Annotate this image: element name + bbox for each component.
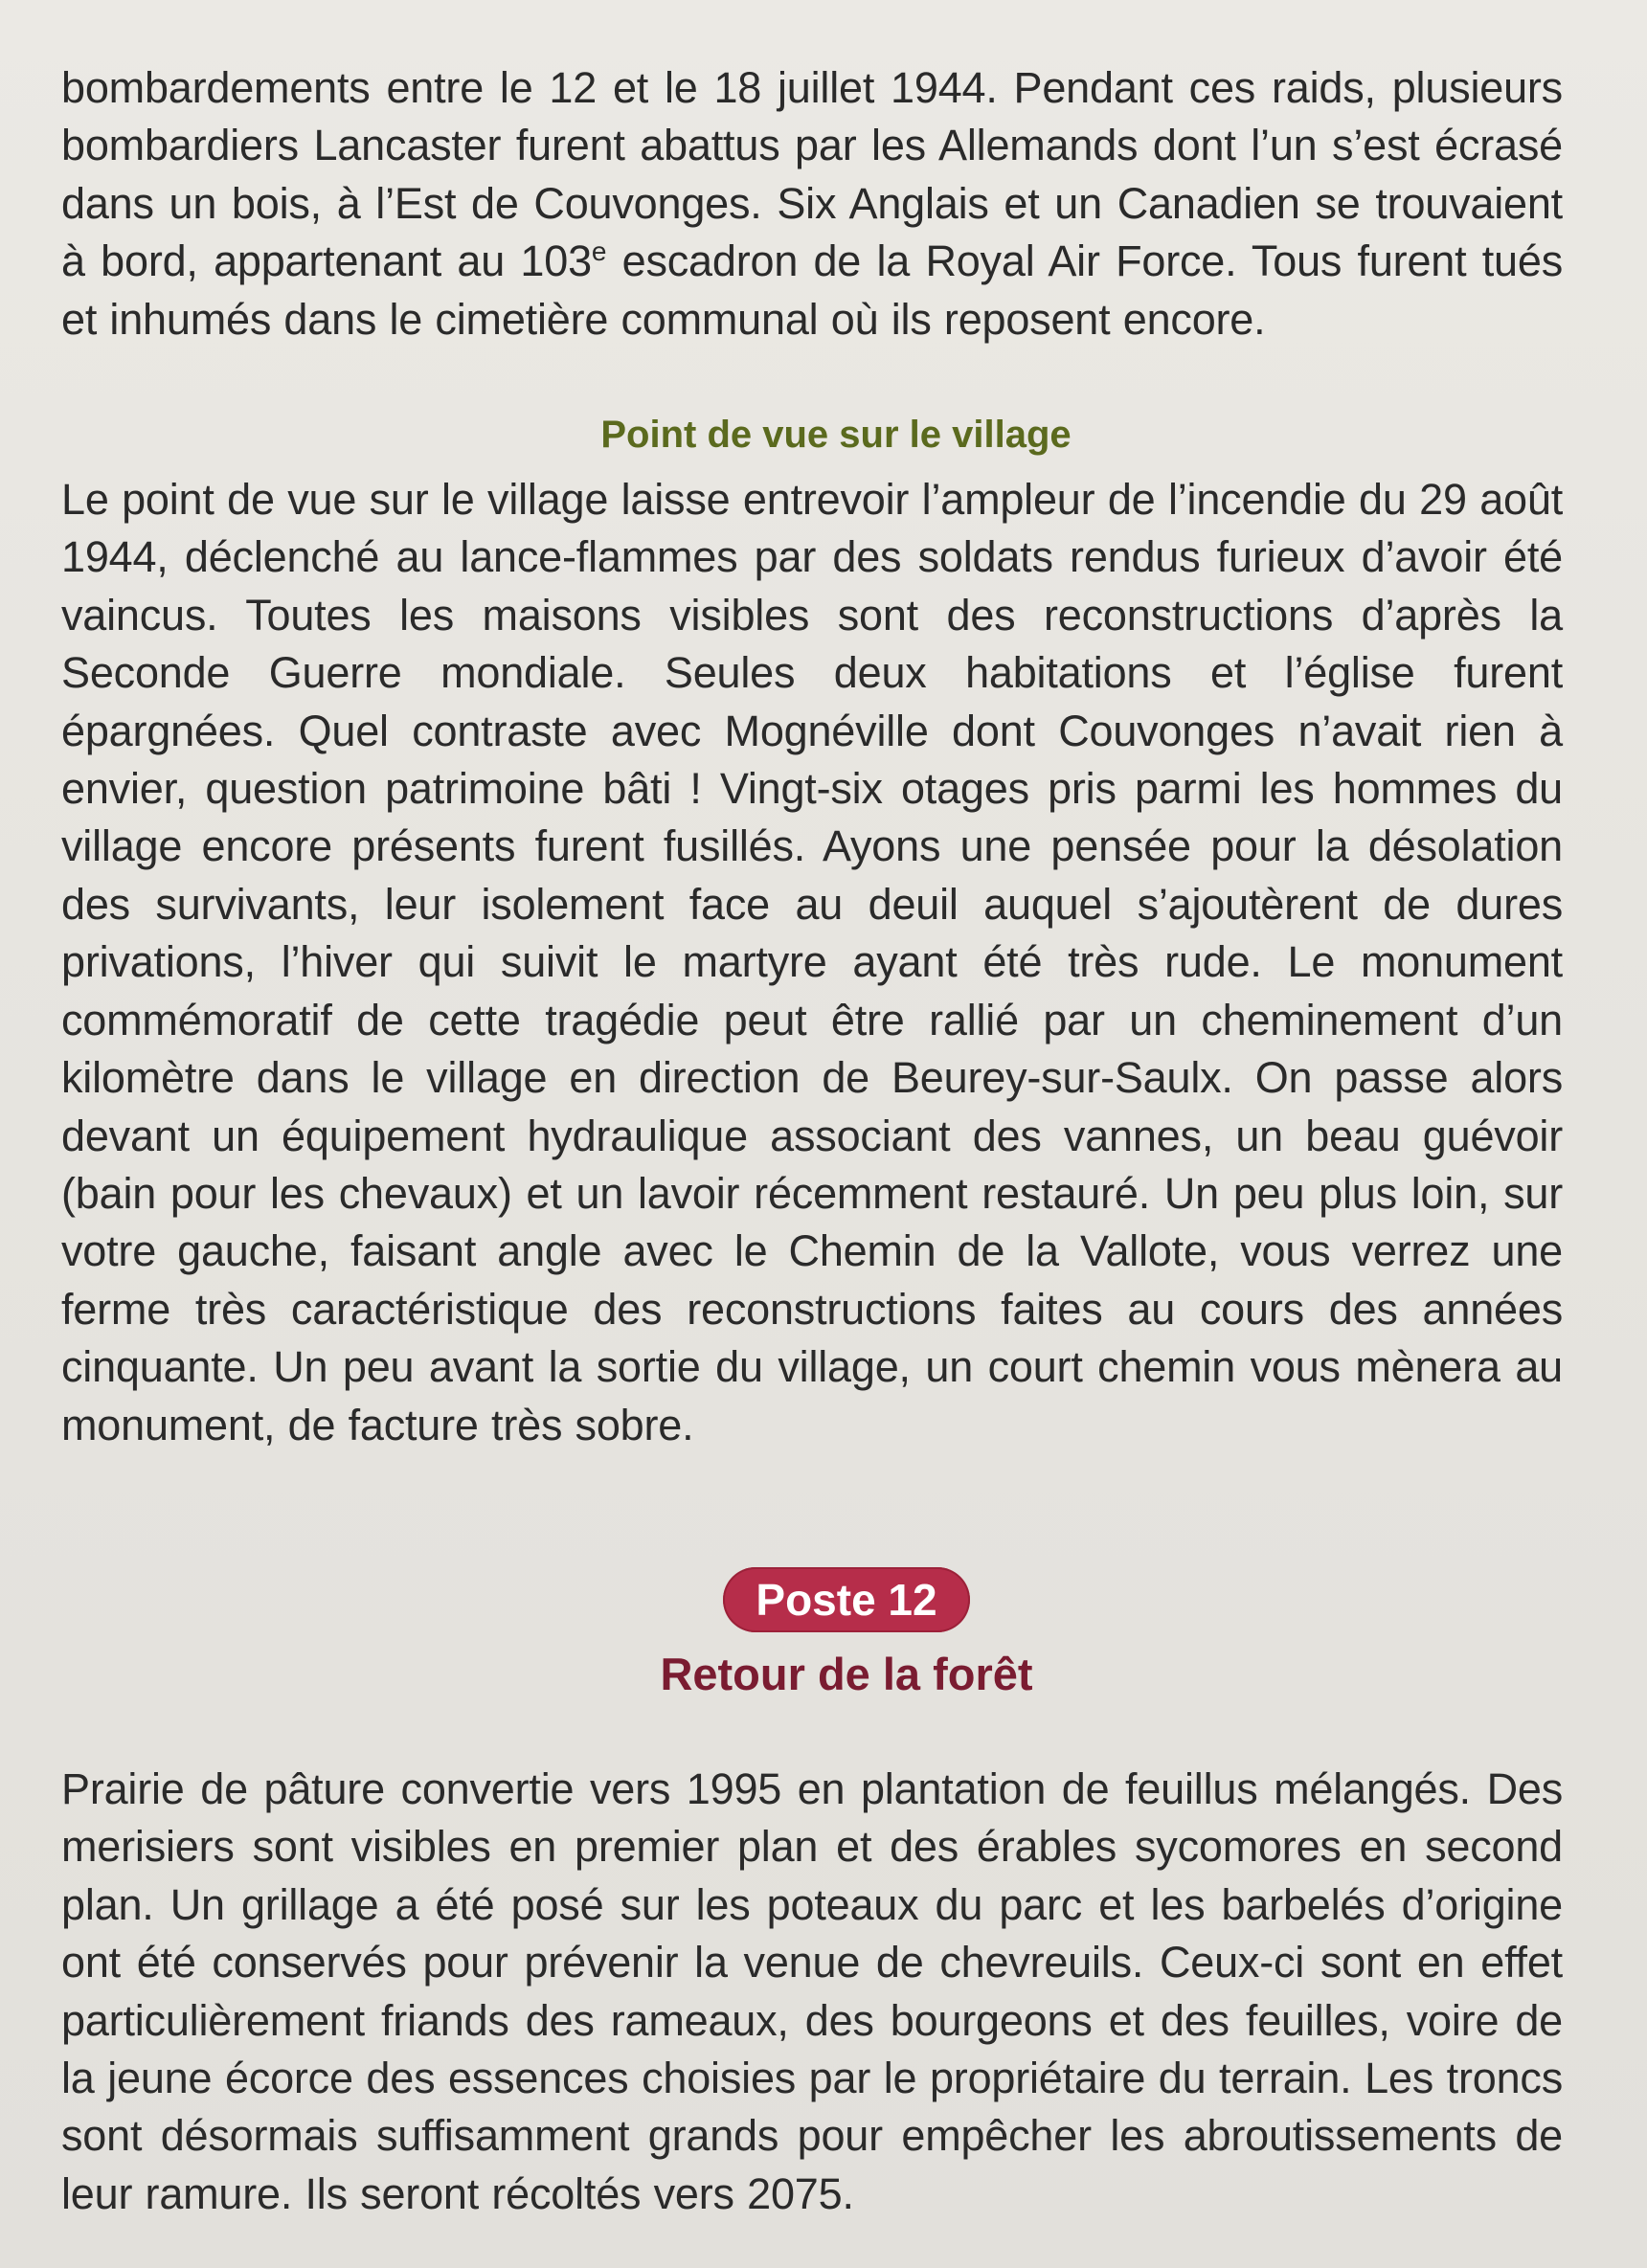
intro-text-start: bombardements entre le 12 et le 18 juillet 1944. Pendant ces raids, plusieurs bombardiers Lancaster furent abattus par les Allemands dont l’un s’est écrasé dans un bois, à l’Est de Couvonges. Six Anglais et un Canadien se trouvaient à bord, appartenant au 103: [61, 63, 1563, 286]
intro-paragraph: [61, 59, 1563, 348]
viewpoint-heading: Point de vue sur le village: [600, 414, 1072, 457]
intro-text-end: escadron de la Royal Air Force. Tous furent tués et inhumés dans le cimetière communal où ils reposent encore.: [61, 236, 1563, 344]
poste-title: Retour de la forêt: [660, 1648, 1033, 1699]
poste-badge-container: [61, 1567, 1563, 1632]
poste-badge: Poste 12: [723, 1567, 969, 1632]
ordinal-superscript: e: [591, 236, 607, 267]
viewpoint-paragraph: Le point de vue sur le village laisse entrevoir l’ampleur de l’incendie du 29 août 1944, déclenché au lance-flammes par des soldats rendus furieux d’avoir été vaincus. Toutes les maisons visibles sont des reconstructions d’après la Seconde Guerre mondiale. Seules deux habitations et l’église furent épargnées. Quel contraste avec Mognéville dont Couvonges n’avait rien à envier, question patrimoine bâti ! Vingt-six otages pris parmi les hommes du village encore présents furent fusillés. Ayons une pensée pour la désolation des survivants, leur isolement face au deuil auquel s’ajoutèrent de dures privations, l’hiver qui suivit le martyre ayant été très rude. Le monument commémoratif de cette tragédie peut être rallié par un cheminement d’un kilomètre dans le village en direction de Beurey-sur-Saulx. On passe alors devant un équipement hydraulique associant des vannes, un beau guévoir (bain pour les chevaux) et un lavoir récemment restauré. Un peu plus loin, sur votre gauche, faisant angle avec le Chemin de la Vallote, vous verrez une ferme très caractéristique des reconstructions faites au cours des années cinquante. Un peu avant la sortie du village, un court chemin vous mènera au monument, de facture très sobre.: [61, 475, 1563, 1449]
poste-paragraph: Prairie de pâture convertie vers 1995 en plantation de feuillus mélangés. Des merisiers sont visibles en premier plan et des érables sycomores en second plan. Un grillage a été posé sur les poteaux du parc et les barbelés d’origine ont été conservés pour prévenir la venue de chevreuils. Ceux-ci sont en effet particulièrement friands des rameaux, des bourgeons et des feuilles, voire de la jeune écorce des essences choisies par le propriétaire du terrain. Les troncs sont désormais suffisamment grands pour empêcher les abroutissements de leur ramure. Ils seront récoltés vers 2075.: [61, 1763, 1563, 2218]
